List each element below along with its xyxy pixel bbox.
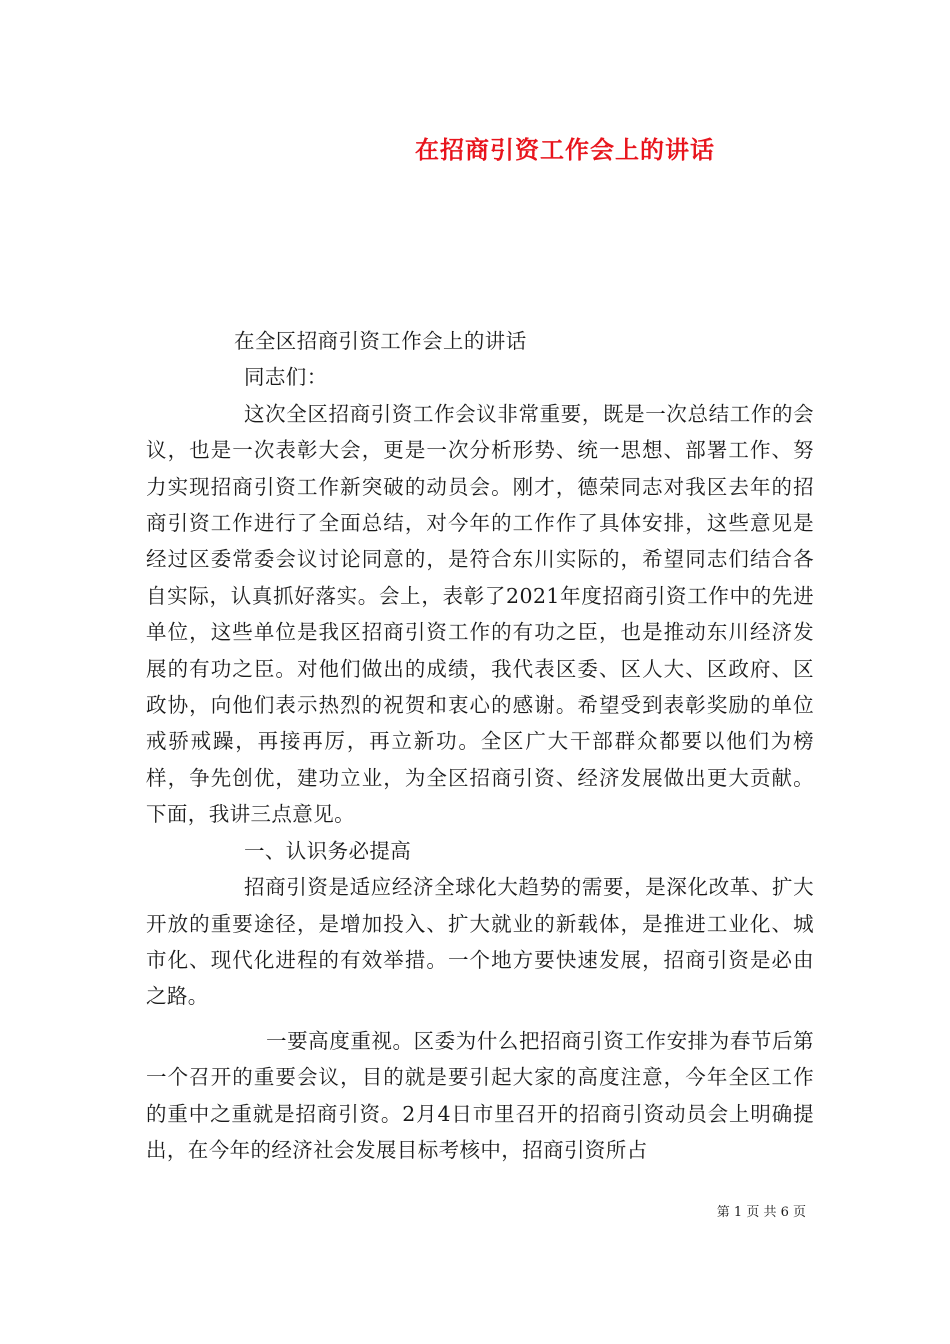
document-body [146, 323, 814, 1168]
section-heading: 一、认识务必提高 [244, 838, 412, 863]
document-title: 在招商引资工作会上的讲话 [415, 136, 715, 164]
paragraph-section-1: 招商引资是适应经济全球化大趋势的需要，是深化改革、扩大开放的重要途径，是增加投入、扩大就业的新载体，是推进工业化、城市化、现代化进程的有效举措。一个地方要快速发展，招商引资是必由之路。 [146, 875, 814, 1009]
paragraph-gap [146, 1015, 814, 1023]
paragraph-intro: 这次全区招商引资工作会议非常重要，既是一次总结工作的会议，也是一次表彰大会，更是一次分析形势、统一思想、部署工作、努力实现招商引资工作新突破的动员会。刚才，德荣同志对我区去年的招商引资工作进行了全面总结，对今年的工作作了具体安排，这些意见是经过区委常委会议讨论同意的，是符合东川实际的，希望同志们结合各自实际，认真抓好落实。会上，表彰了2021年度招商引资工作中的先进单位，这些单位是我区招商引资工作的有功之臣，也是推动东川经济发展的有功之臣。对他们做出的成绩，我代表区委、区人大、区政府、区政协，向他们表示热烈的祝贺和衷心的感谢。希望受到表彰奖励的单位戒骄戒躁，再接再厉，再立新功。全区广大干部群众都要以他们为榜样，争先创优，建功立业，为全区招商引资、经济发展做出更大贡献。下面，我讲三点意见。 [146, 401, 814, 827]
page-number: 第 1 页 共 6 页 [716, 1205, 806, 1220]
speech-subtitle: 在全区招商引资工作会上的讲话 [234, 329, 527, 353]
greeting: 同志们： [244, 365, 328, 390]
paragraph-section-2: 一要高度重视。区委为什么把招商引资工作安排为春节后第一个召开的重要会议，目的就是要引起大家的高度注意，今年全区工作的重中之重就是招商引资。2月4日市里召开的招商引资动员会上明确提出，在今年的经济社会发展目标考核中，招商引资所占 [146, 1028, 814, 1162]
